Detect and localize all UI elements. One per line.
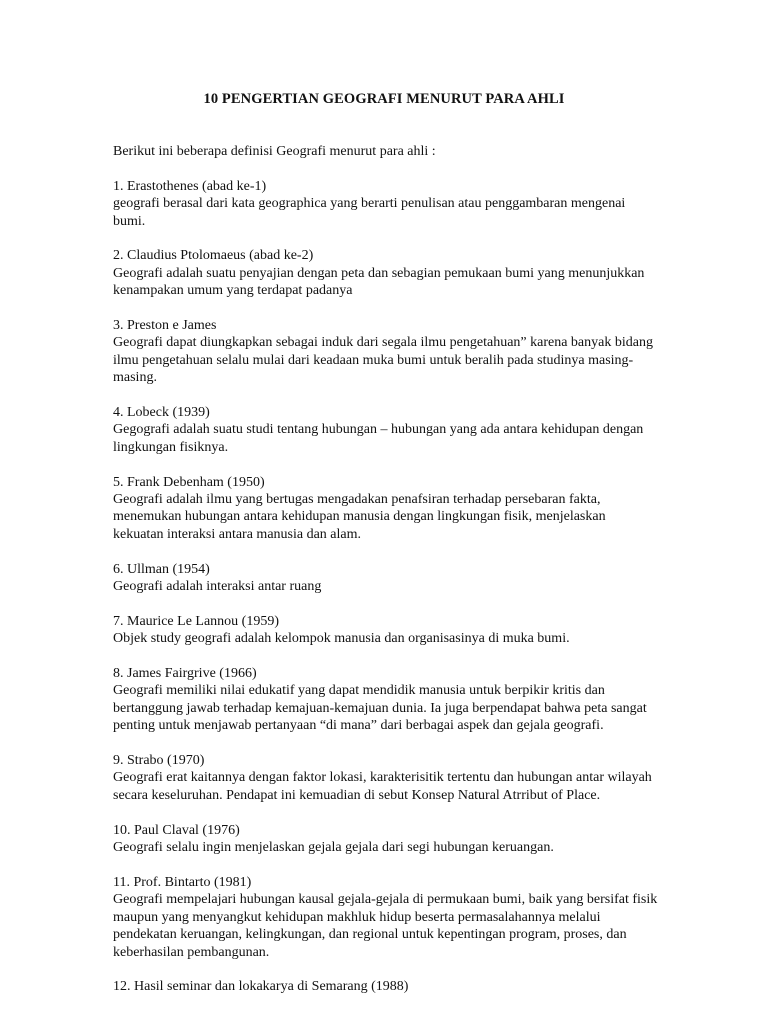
entry-heading: 7. Maurice Le Lannou (1959): [113, 613, 279, 629]
entry-text: Geografi memiliki nilai edukatif yang dapat mendidik manusia untuk berpikir kritis dan bertanggung jawab terhadap kemajuan-kemajuan dunia. Ia juga berpendapat bahwa peta sangat penting untuk menjawab pertanyaan “di mana” dari berbagai aspek dan gejala geografi.: [113, 683, 647, 734]
entry-heading: 3. Preston e James: [113, 318, 217, 334]
definition-entry: [113, 613, 658, 648]
intro-paragraph: Berikut ini beberapa definisi Geografi menurut para ahli :: [113, 144, 436, 159]
definition-entry: [113, 822, 658, 857]
entry-text: Gegografi adalah suatu studi tentang hubungan – hubungan yang ada antara kehidupan dengan lingkungan fisiknya.: [113, 422, 644, 455]
entry-text: Geografi selalu ingin menjelaskan gejala gejala dari segi hubungan keruangan.: [113, 840, 554, 856]
definition-entry: [113, 978, 658, 995]
entry-text: Geografi adalah suatu penyajian dengan peta dan sebagian pemukaan bumi yang menunjukkan kenampakan umum yang terdapat padanya: [113, 265, 645, 299]
definition-entry: [113, 317, 658, 387]
definition-entry: [113, 561, 658, 596]
entry-heading: 4. Lobeck (1939): [113, 405, 210, 421]
entry-text: Geografi mempelajari hubungan kausal gejala-gejala di permukaan bumi, baik yang bersifat fisik maupun yang menyangkut kehidupan makhluk hidup beserta permasalahannya melalui pendekatan keruangan, kelingkungan, dan regional untuk kepentingan program, proses, dan keberhasilan pembangunan.: [113, 892, 658, 960]
document-title: 10 PENGERTIAN GEOGRAFI MENURUT PARA AHLI: [203, 91, 565, 107]
entry-heading: 5. Frank Debenham (1950): [113, 474, 265, 490]
entry-heading: 12. Hasil seminar dan lokakarya di Semarang (1988): [113, 979, 409, 995]
entry-text: Geografi erat kaitannya dengan faktor lokasi, karakterisitik tertentu dan hubungan antar wilayah secara keseluruhan. Pendapat ini kemuadian di sebut Konsep Natural Atrribut of Place.: [113, 770, 652, 803]
definition-entry: [113, 752, 658, 804]
entry-heading: 11. Prof. Bintarto (1981): [113, 874, 252, 890]
definition-entry: [113, 474, 658, 544]
definition-entry: [113, 247, 658, 299]
entry-heading: 6. Ullman (1954): [113, 561, 210, 577]
definition-entry: [113, 874, 658, 961]
definition-entry: [113, 404, 658, 456]
entry-text: Objek study geografi adalah kelompok manusia dan organisasinya di muka bumi.: [113, 631, 570, 647]
entry-text: geografi berasal dari kata geographica yang berarti penulisan atau penggambaran mengenai bumi.: [113, 196, 626, 229]
entry-heading: 10. Paul Claval (1976): [113, 822, 240, 838]
entry-text: Geografi adalah interaksi antar ruang: [113, 579, 322, 595]
document-body: [113, 143, 658, 1013]
entry-text: Geografi dapat diungkapkan sebagai induk dari segala ilmu pengetahuan” karena banyak bidang ilmu pengetahuan selalu mulai dari keadaan muka bumi untuk beralih pada studinya masing-masing.: [113, 335, 653, 386]
entry-heading: 9. Strabo (1970): [113, 753, 205, 769]
entry-heading: 1. Erastothenes (abad ke-1): [113, 178, 267, 194]
definition-entry: [113, 178, 658, 230]
entry-text: Geografi adalah ilmu yang bertugas mengadakan penafsiran terhadap persebaran fakta, menemukan hubungan antara kehidupan manusia dengan lingkungan fisik, menjelaskan kekuatan interaksi antara manusia dan alam.: [113, 492, 606, 542]
definition-entry: [113, 665, 658, 735]
entry-heading: 8. James Fairgrive (1966): [113, 666, 257, 682]
entry-heading: 2. Claudius Ptolomaeus (abad ke-2): [113, 248, 314, 264]
